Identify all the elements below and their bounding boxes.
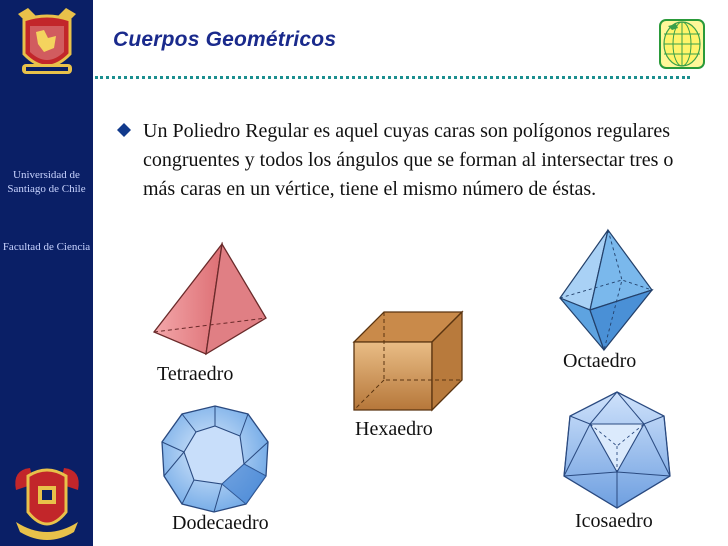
tetrahedron-shape bbox=[148, 240, 270, 358]
slide-title: Cuerpos Geométricos bbox=[113, 28, 337, 51]
hexaedro-label: Hexaedro bbox=[355, 418, 433, 440]
sidebar bbox=[0, 0, 93, 546]
university-crest-icon bbox=[8, 4, 86, 90]
university-crest-icon bbox=[8, 460, 86, 546]
icosaedro-label: Icosaedro bbox=[575, 510, 653, 532]
icosahedron-shape bbox=[560, 390, 674, 510]
dodecahedron-shape bbox=[158, 404, 272, 514]
tetraedro-label: Tetraedro bbox=[157, 363, 234, 385]
hexahedron-shape bbox=[350, 308, 466, 414]
title-divider bbox=[95, 76, 690, 79]
definition-text: Un Poliedro Regular es aquel cuyas caras son polígonos regulares congruentes y todos los ángulos que se forman al intersectar tres o más caras en un vértice, tiene el mismo número de éstas. bbox=[143, 120, 674, 200]
dodecaedro-label: Dodecaedro bbox=[172, 512, 269, 534]
diamond-bullet-icon bbox=[117, 123, 131, 137]
globe-icon bbox=[654, 16, 710, 72]
octahedron-shape bbox=[556, 228, 656, 352]
university-name: Universidad de Santiago de Chile bbox=[7, 169, 86, 195]
faculty-name: Facultad de Ciencia bbox=[2, 241, 91, 253]
octaedro-label: Octaedro bbox=[563, 350, 637, 372]
